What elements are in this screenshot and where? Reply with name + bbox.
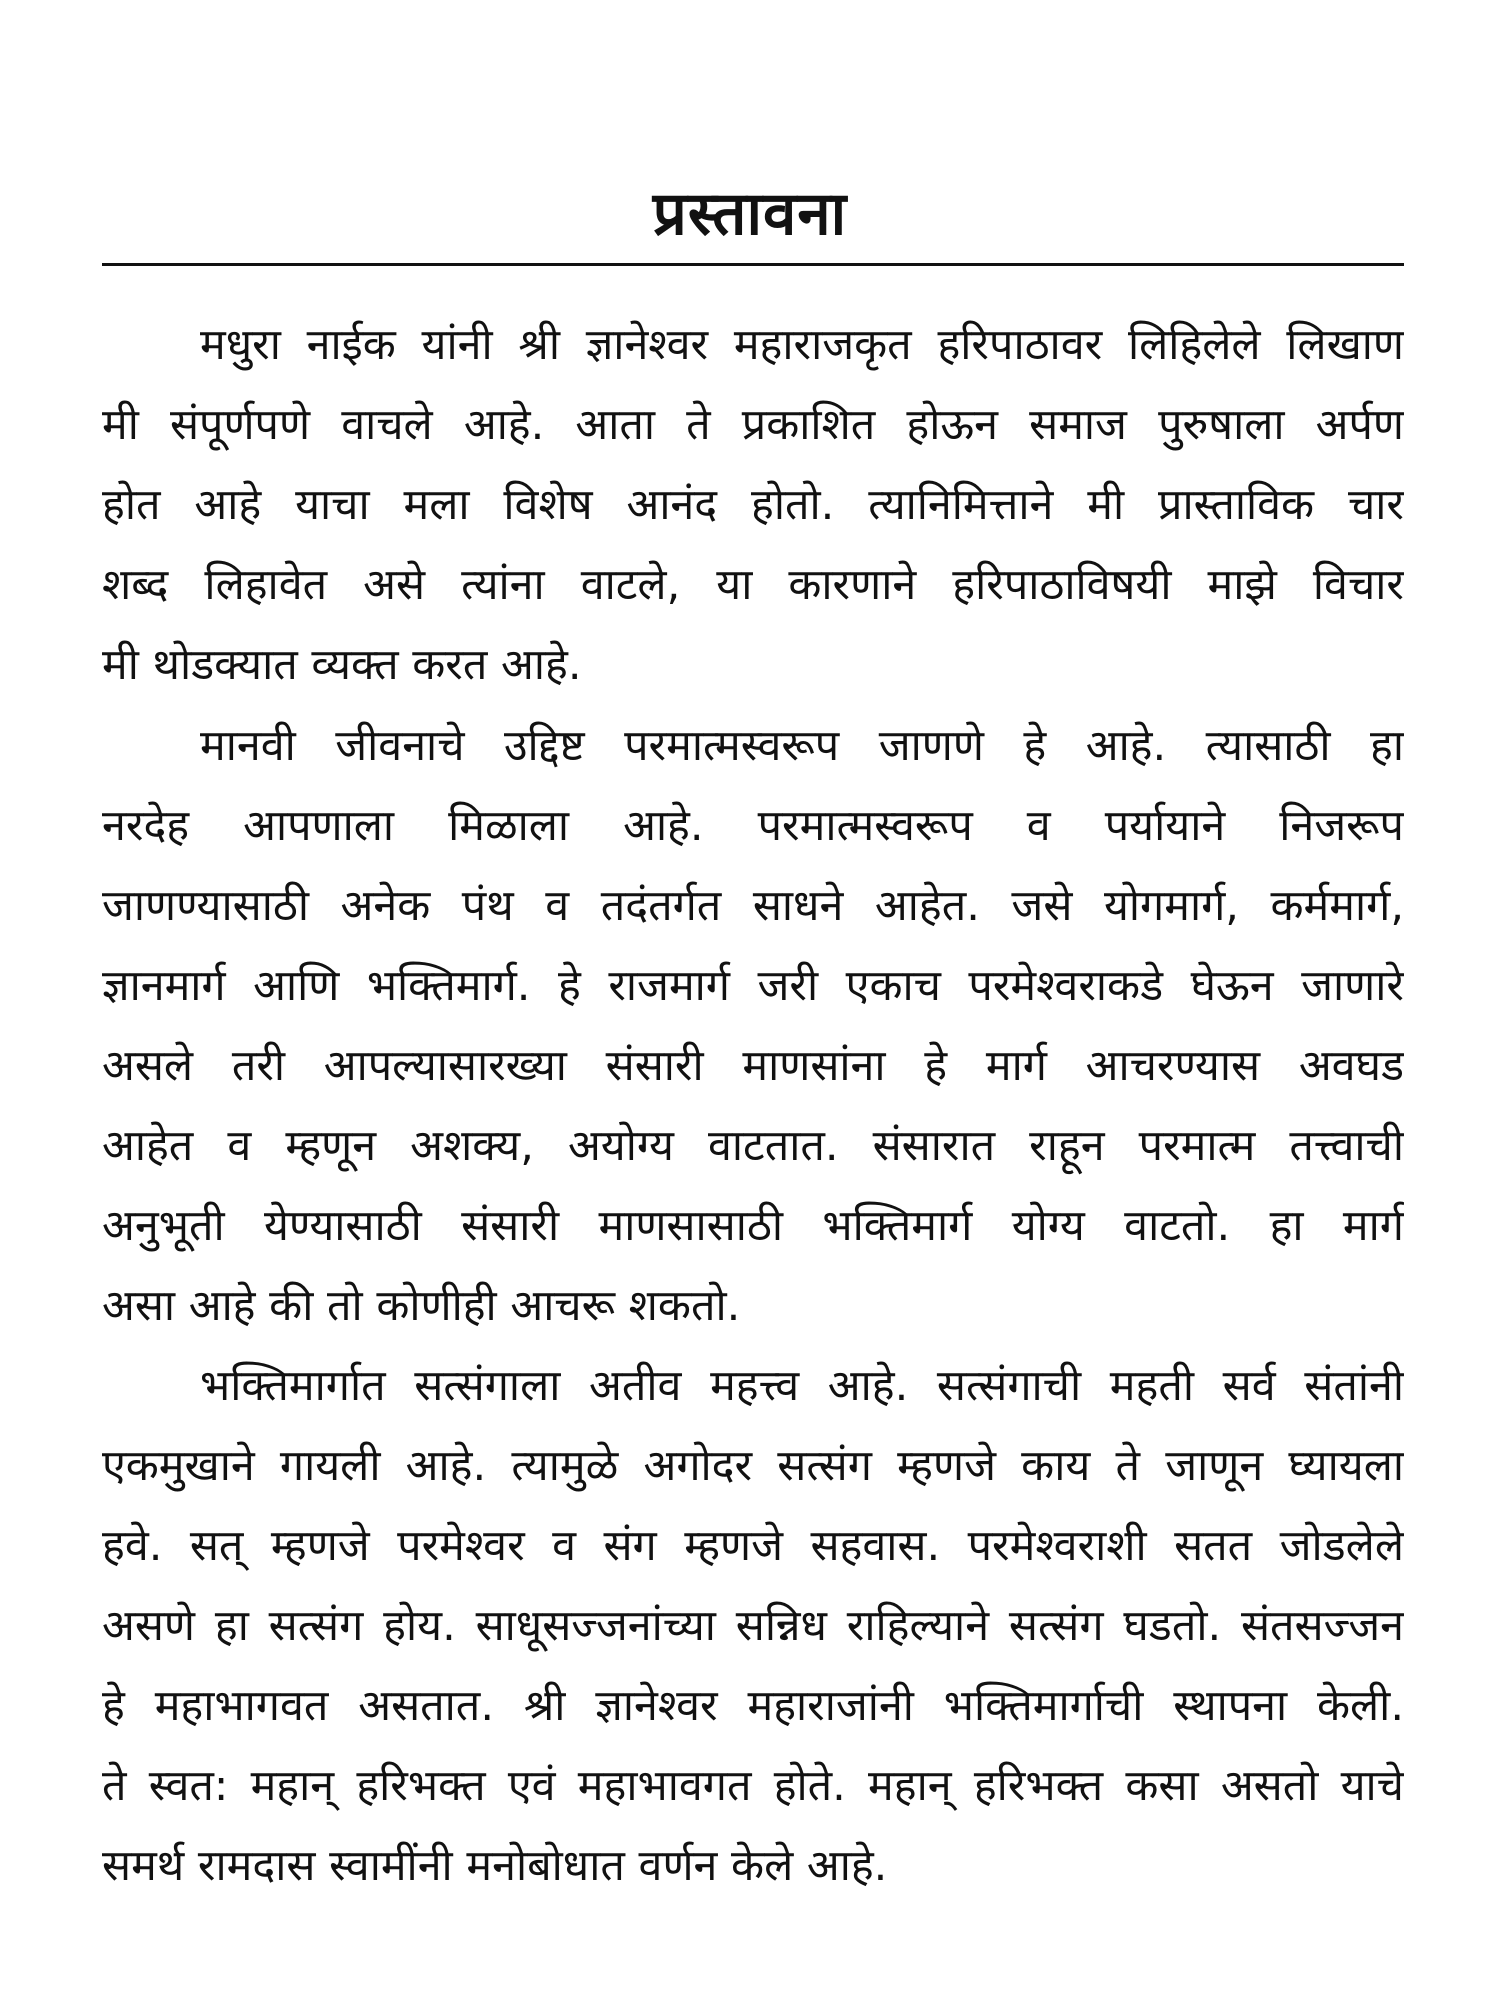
paragraph-line: भक्तिमार्गात सत्संगाला अतीव महत्त्व आहे. सत्संगाची महती सर्व संतांनी [200, 1361, 1404, 1411]
paragraph-line: असा आहे की तो कोणीही आचरू शकतो. [102, 1281, 741, 1331]
paragraph-line: मधुरा नाईक यांनी श्री ज्ञानेश्वर महाराजकृत हरिपाठावर लिहिलेले लिखाण [200, 320, 1404, 370]
paragraph-line: मानवी जीवनाचे उद्दिष्ट परमात्मस्वरूप जाणणे हे आहे. त्यासाठी हा [200, 721, 1404, 771]
paragraph-line: जाणण्यासाठी अनेक पंथ व तदंतर्गत साधने आहेत. जसे योगमार्ग, कर्ममार्ग, [102, 881, 1404, 931]
paragraph-line: अनुभूती येण्यासाठी संसारी माणसासाठी भक्तिमार्ग योग्य वाटतो. हा मार्ग [102, 1201, 1404, 1251]
paragraph-line: शब्द लिहावेत असे त्यांना वाटले, या कारणाने हरिपाठाविषयी माझे विचार [102, 560, 1404, 610]
paragraph-line: हे महाभागवत असतात. श्री ज्ञानेश्वर महाराजांनी भक्तिमार्गाची स्थापना केली. [102, 1681, 1404, 1731]
paragraph-line: होत आहे याचा मला विशेष आनंद होतो. त्यानिमित्ताने मी प्रास्ताविक चार [102, 480, 1404, 530]
paragraph-3 [102, 1346, 1404, 1906]
paragraph-line: आहेत व म्हणून अशक्य, अयोग्य वाटतात. संसारात राहून परमात्म तत्त्वाची [102, 1121, 1404, 1171]
paragraph-line: समर्थ रामदास स्वामींनी मनोबोधात वर्णन केले आहे. [102, 1841, 888, 1891]
paragraph-line: असले तरी आपल्यासारख्या संसारी माणसांना हे मार्ग आचरण्यास अवघड [102, 1041, 1404, 1091]
paragraph-2 [102, 706, 1404, 1346]
paragraph-1 [102, 305, 1404, 705]
page-title: प्रस्तावना [652, 179, 848, 249]
paragraph-line: एकमुखाने गायली आहे. त्यामुळे अगोदर सत्संग म्हणजे काय ते जाणून घ्यायला [102, 1441, 1404, 1491]
title-underline [102, 263, 1404, 266]
paragraph-line: ज्ञानमार्ग आणि भक्तिमार्ग. हे राजमार्ग जरी एकाच परमेश्वराकडे घेऊन जाणारे [102, 961, 1404, 1011]
paragraph-line: मी थोडक्यात व्यक्त करत आहे. [102, 640, 582, 690]
paragraph-line: ते स्वत: महान् हरिभक्त एवं महाभावगत होते. महान् हरिभक्त कसा असतो याचे [102, 1761, 1404, 1811]
paragraph-line: नरदेह आपणाला मिळाला आहे. परमात्मस्वरूप व पर्यायाने निजरूप [102, 801, 1404, 851]
paragraph-line: मी संपूर्णपणे वाचले आहे. आता ते प्रकाशित होऊन समाज पुरुषाला अर्पण [102, 400, 1404, 450]
paragraph-line: असणे हा सत्संग होय. साधूसज्जनांच्या सन्निध राहिल्याने सत्संग घडतो. संतसज्जन [102, 1601, 1404, 1651]
paragraph-line: हवे. सत् म्हणजे परमेश्वर व संग म्हणजे सहवास. परमेश्वराशी सतत जोडलेले [102, 1521, 1404, 1571]
